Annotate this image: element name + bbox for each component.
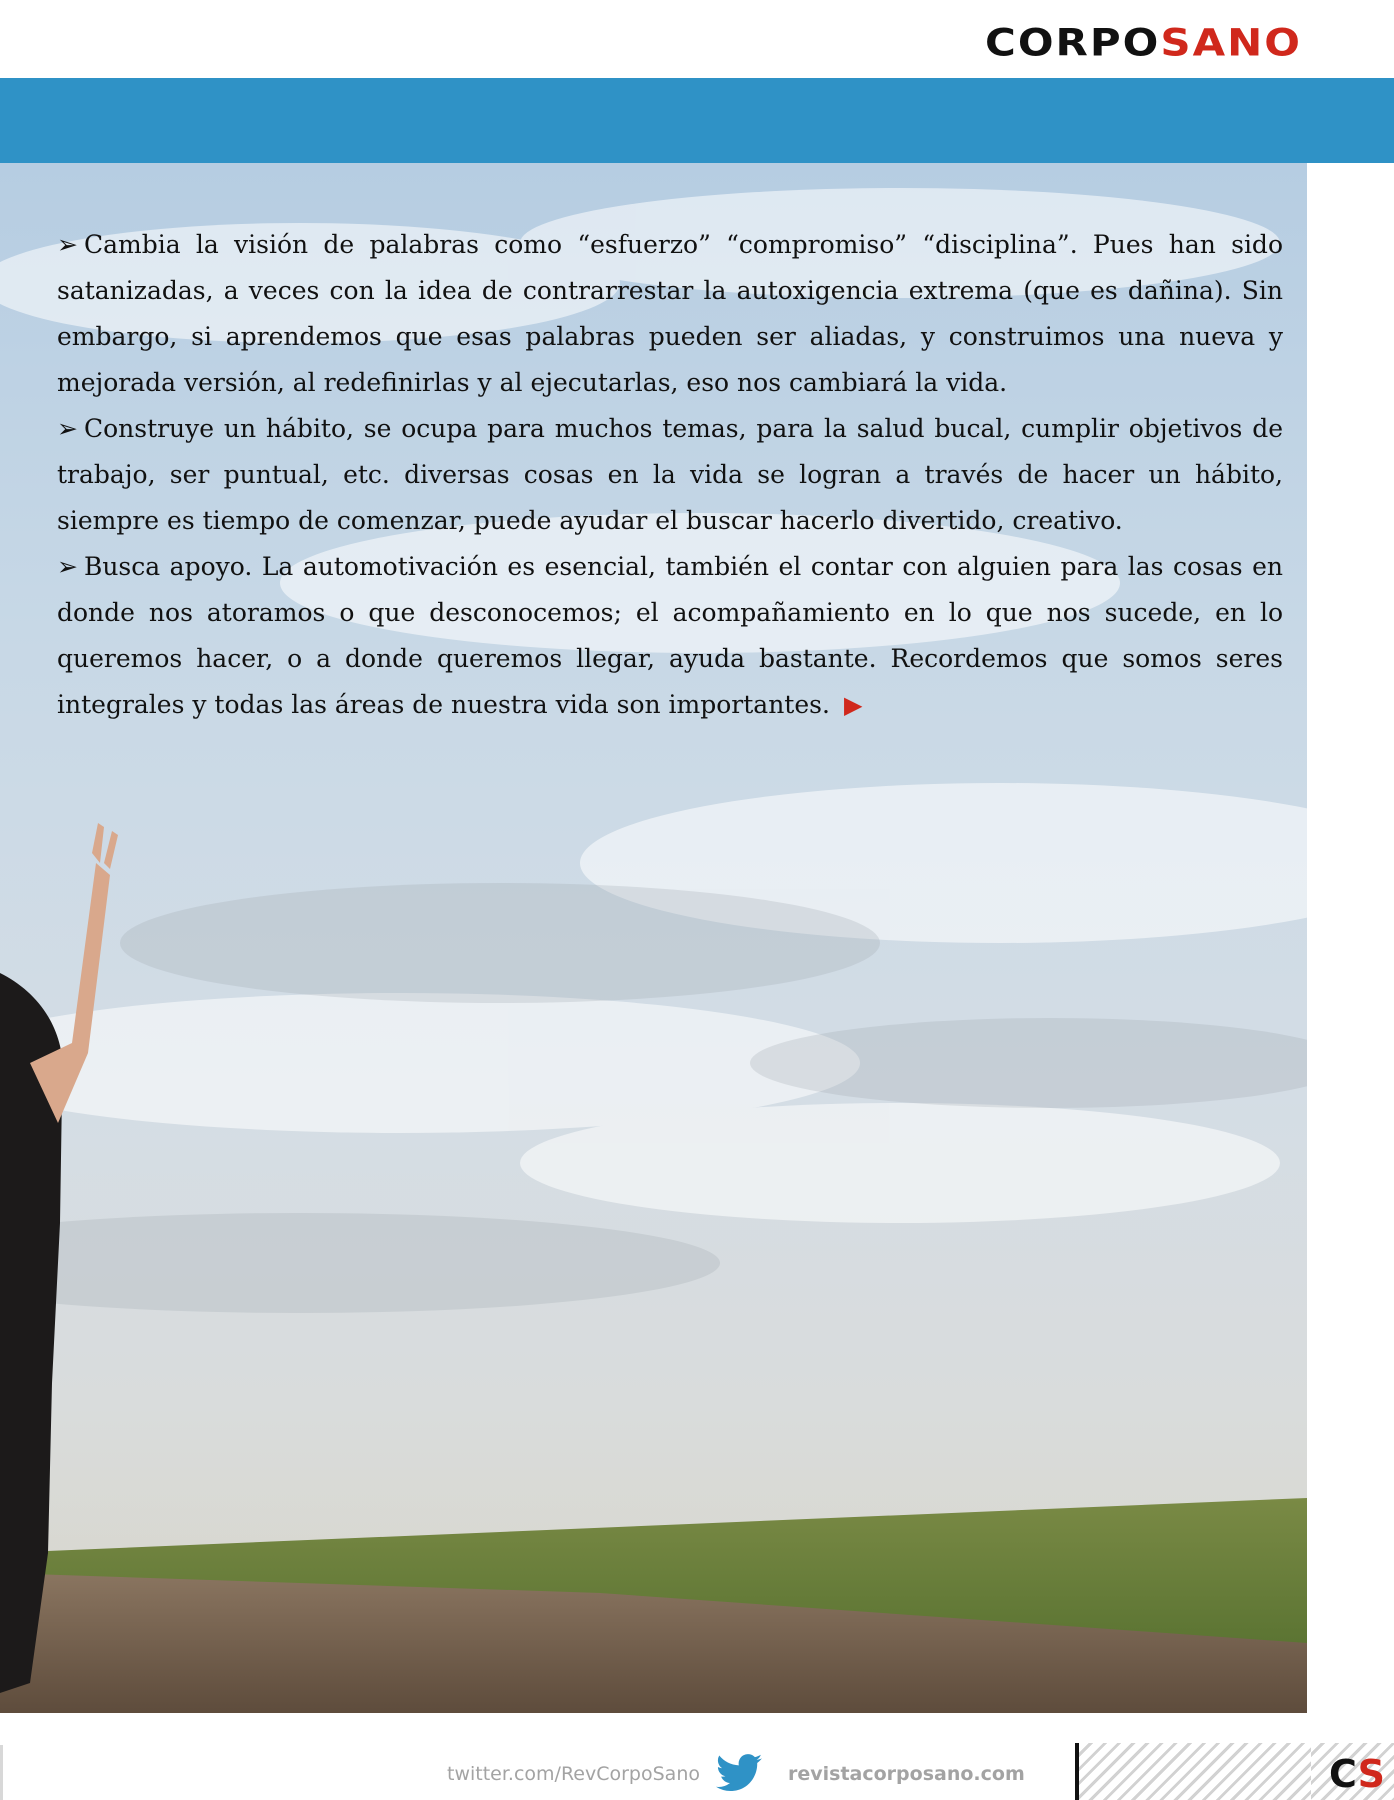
- end-of-article-icon: ▶: [843, 691, 863, 719]
- cs-badge: [1311, 1743, 1394, 1800]
- paragraph-text: Cambia la visión de palabras como “esfuerzo” “compromiso” “disciplina”. Pues han sido satanizadas, a veces con la idea de contrarrestar la autoxigencia extrema (que es dañina). Sin embargo, si aprendemos que esas palabras pueden ser aliadas, y construimos una nueva y mejorada versión, al redefinirlas y al ejecutarlas, eso nos cambiará la vida.: [57, 230, 1283, 397]
- twitter-link[interactable]: twitter.com/RevCorpoSano: [447, 1763, 700, 1785]
- cs-monogram: CS: [1329, 1752, 1385, 1796]
- arrow-bullet-icon: ➢: [57, 414, 78, 443]
- arrow-bullet-icon: ➢: [57, 552, 78, 581]
- footer-divider: [0, 1745, 3, 1800]
- logo-corpo: CORPO: [985, 20, 1161, 65]
- bullet-paragraph: [57, 406, 1283, 544]
- arrow-bullet-icon: ➢: [57, 230, 78, 259]
- paragraph-text: Busca apoyo. La automotivación es esencial, también el contar con alguien para las cosas en donde nos atoramos o que desconocemos; el acompañamiento en lo que nos sucede, en lo queremos hacer, o a donde queremos llegar, ayuda bastante. Recordemos que somos seres integrales y todas las áreas de nuestra vida son importantes.: [57, 552, 1283, 719]
- website-link[interactable]: revistacorposano.com: [788, 1763, 1025, 1785]
- header-band: [0, 78, 1394, 163]
- logo-sano: SANO: [1160, 20, 1302, 65]
- paragraph-text: Construye un hábito, se ocupa para muchos temas, para la salud bucal, cumplir objetivos de trabajo, ser puntual, etc. diversas cosas en la vida se logran a través de hacer un hábito, siempre es tiempo de comenzar, puede ayudar el buscar hacerlo divertido, creativo.: [57, 414, 1283, 535]
- footer-stripe-panel: [1075, 1743, 1315, 1800]
- bullet-paragraph: [57, 222, 1283, 406]
- article-body: [57, 222, 1283, 728]
- bullet-paragraph: [57, 544, 1283, 728]
- page-footer: [0, 1713, 1394, 1800]
- twitter-bird-icon[interactable]: [716, 1753, 762, 1797]
- corposano-logo: [985, 20, 1302, 65]
